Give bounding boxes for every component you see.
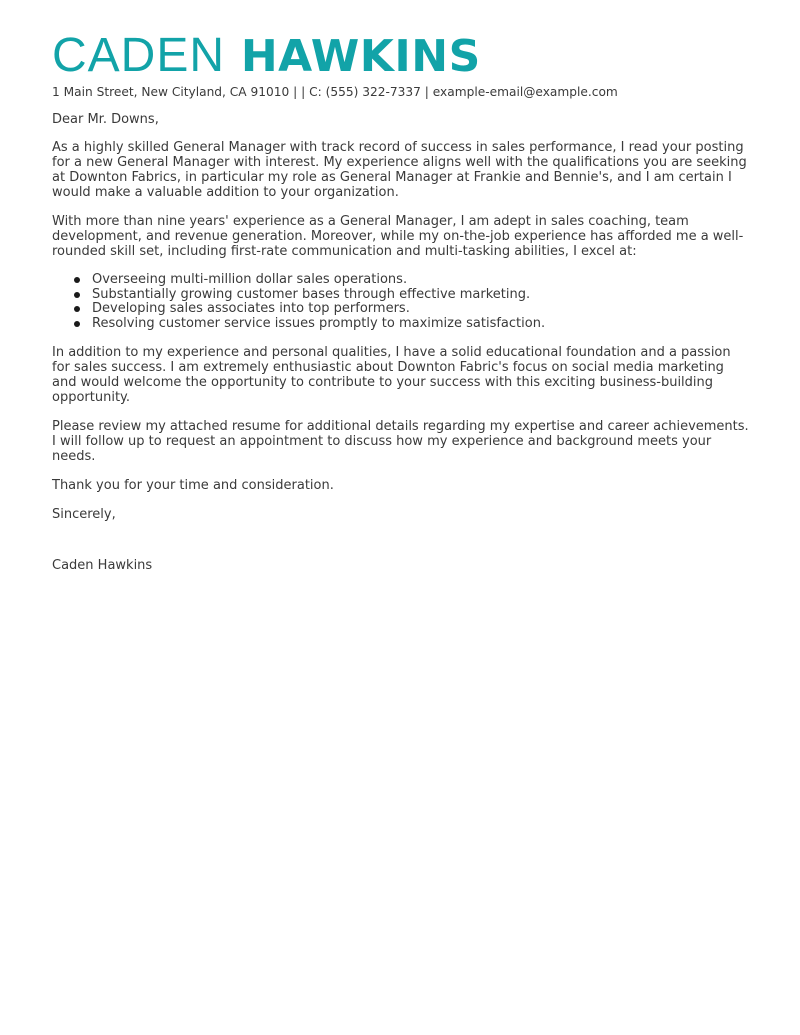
list-item (74, 317, 752, 332)
paragraph-thanks: Thank you for your time and consideration. (52, 478, 334, 493)
paragraph-intro: As a highly skilled General Manager with track record of success in sales performance, I read your posting for a new General Manager with interest. My experience aligns well with the qualifications you are seeking at Downton Fabrics, in particular my role as General Manager at Frankie and Bennie's, and I am certain I would make a valuable addition to your organization. (52, 140, 747, 200)
paragraph-experience: With more than nine years' experience as a General Manager, I am adept in sales coaching, team development, and revenue generation. Moreover, while my on-the-job experience has afforded me a well-rounded skill set, including first-rate communication and multi-tasking abilities, I excel at: (52, 214, 744, 259)
cover-letter-page (52, 30, 752, 587)
last-name: HAWKINS (240, 31, 481, 82)
list-item (74, 273, 752, 288)
salutation: Dear Mr. Downs, (52, 112, 159, 127)
list-item-text: Substantially growing customer bases through effective marketing. (92, 286, 531, 302)
list-item (74, 288, 752, 303)
first-name: CADEN (52, 29, 226, 82)
signature: Caden Hawkins (52, 558, 153, 573)
list-item-text: Resolving customer service issues promptly to maximize satisfaction. (92, 315, 546, 331)
closing: Sincerely, (52, 507, 116, 522)
letter-body (52, 112, 752, 573)
skills-list (52, 273, 752, 331)
bullet-icon (74, 277, 80, 283)
bullet-icon (74, 321, 80, 327)
paragraph-education: In addition to my experience and personal qualities, I have a solid educational foundation and a passion for sales success. I am extremely enthusiastic about Downton Fabric's focus on social media marketing and would welcome the opportunity to contribute to your success with this exciting business-building opportunity. (52, 345, 731, 405)
list-item-text: Overseeing multi-million dollar sales operations. (92, 272, 408, 287)
list-item (74, 302, 752, 317)
signature-space (52, 536, 752, 558)
contact-line: 1 Main Street, New Cityland, CA 91010 | | C: (555) 322-7337 | example-email@example.com (52, 85, 618, 99)
paragraph-resume: Please review my attached resume for additional details regarding my expertise and career achievements. I will follow up to request an appointment to discuss how my experience and background meets your needs. (52, 419, 749, 464)
applicant-name (52, 30, 752, 83)
bullet-icon (74, 306, 80, 312)
list-item-text: Developing sales associates into top performers. (92, 301, 410, 316)
bullet-icon (74, 292, 80, 298)
